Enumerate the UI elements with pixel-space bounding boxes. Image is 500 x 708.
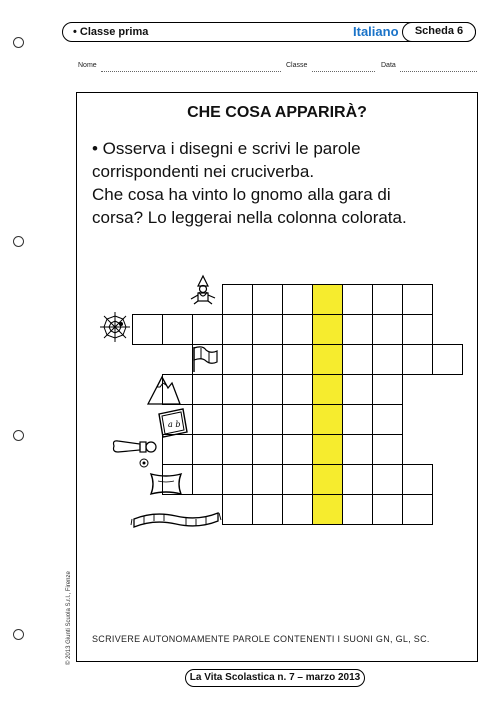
instructions [92,137,472,229]
crossword-cell-highlight[interactable] [312,464,343,495]
crossword-cell[interactable] [222,464,253,495]
crossword-cell-highlight[interactable] [312,314,343,345]
crossword-cell[interactable] [252,434,283,465]
flag-icon [190,345,220,373]
crossword-cell-highlight[interactable] [312,344,343,375]
subject-label: Italiano [353,24,399,39]
binder-hole [13,37,24,48]
date-field[interactable] [400,71,477,72]
crossword-cell[interactable] [372,434,403,465]
instruction-line: Che cosa ha vinto lo gnomo alla gara di [92,185,391,204]
exercise-title: CHE COSA APPARIRÀ? [187,104,367,121]
crossword-cell[interactable] [222,344,253,375]
crossword-cell[interactable] [252,314,283,345]
crossword-cell[interactable] [402,494,433,525]
crossword-cell[interactable] [342,464,373,495]
footnote: SCRIVERE AUTONOMAMENTE PAROLE CONTENENTI I SUONI GN, GL, SC. [92,634,430,644]
crossword-cell[interactable] [222,284,253,315]
crossword-cell[interactable] [222,374,253,405]
binder-hole [13,236,24,247]
crossword-cell[interactable] [252,344,283,375]
crossword-cell[interactable] [372,494,403,525]
snail-icon [110,436,158,470]
crossword-cell[interactable] [252,494,283,525]
crossword-cell[interactable] [252,374,283,405]
crossword-cell[interactable] [372,284,403,315]
page-header [62,22,476,42]
crossword-cell[interactable] [402,344,433,375]
crossword-cell[interactable] [342,284,373,315]
class-field-label: Classe [286,62,308,69]
crossword-cell[interactable] [342,404,373,435]
crossword-cell[interactable] [162,434,193,465]
class-label: • Classe prima [73,26,149,38]
crossword-cell-highlight[interactable] [312,434,343,465]
crossword-cell[interactable] [402,464,433,495]
name-field[interactable] [101,71,281,72]
crossword-cell[interactable] [252,284,283,315]
crossword-cell[interactable] [282,464,313,495]
crossword-cell[interactable] [342,434,373,465]
blackboard-icon [154,406,190,438]
crossword-cell[interactable] [282,434,313,465]
binder-hole [13,629,24,640]
scarf-icon [130,503,222,529]
copyright-note: © 2013 Giunti Scuola S.r.l., Firenze [66,571,72,665]
crossword-cell[interactable] [402,314,433,345]
crossword-cell[interactable] [282,344,313,375]
gnome-icon [186,274,220,306]
crossword-cell-highlight[interactable] [312,374,343,405]
crossword-cell[interactable] [372,314,403,345]
crossword-cell[interactable] [162,314,193,345]
crossword-cell-highlight[interactable] [312,284,343,315]
pillow-icon [146,469,186,499]
date-label: Data [381,62,396,69]
crossword-cell[interactable] [222,404,253,435]
crossword-cell[interactable] [282,494,313,525]
crossword-cell[interactable] [342,314,373,345]
crossword-cell-highlight[interactable] [312,494,343,525]
publication-footer: La Vita Scolastica n. 7 – marzo 2013 [185,669,365,687]
crossword-cell[interactable] [192,314,223,345]
crossword-cell[interactable] [192,434,223,465]
crossword-cell[interactable] [252,404,283,435]
crossword-cell[interactable] [402,284,433,315]
crossword-cell[interactable] [372,404,403,435]
sheet-label: Scheda 6 [402,22,476,42]
binder-hole [13,430,24,441]
crossword-cell[interactable] [282,284,313,315]
crossword-cell[interactable] [282,404,313,435]
crossword-cell[interactable] [132,314,163,345]
crossword-cell[interactable] [342,344,373,375]
crossword-cell[interactable] [372,464,403,495]
crossword-cell-highlight[interactable] [312,404,343,435]
instruction-line: corrispondenti nei cruciverba. [92,162,315,181]
instruction-line: corsa? Lo leggerai nella colonna colorata. [92,208,407,227]
crossword-cell[interactable] [192,374,223,405]
crossword-cell[interactable] [432,344,463,375]
crossword-cell[interactable] [252,464,283,495]
crossword-cell[interactable] [342,494,373,525]
crossword-cell[interactable] [222,434,253,465]
crossword-cell[interactable] [342,374,373,405]
crossword-cell[interactable] [372,344,403,375]
crossword-cell[interactable] [192,404,223,435]
svg-text:a b: a b [168,420,181,429]
crossword-cell[interactable] [282,374,313,405]
crossword-cell[interactable] [222,494,253,525]
mountain-icon [146,374,182,406]
crossword-cell[interactable] [192,464,223,495]
crossword-cell[interactable] [372,374,403,405]
crossword-cell[interactable] [282,314,313,345]
instruction-line: • Osserva i disegni e scrivi le parole [92,139,361,158]
spider-web-icon [98,310,132,344]
class-field[interactable] [312,71,375,72]
crossword-cell[interactable] [222,314,253,345]
name-label: Nome [78,62,97,69]
